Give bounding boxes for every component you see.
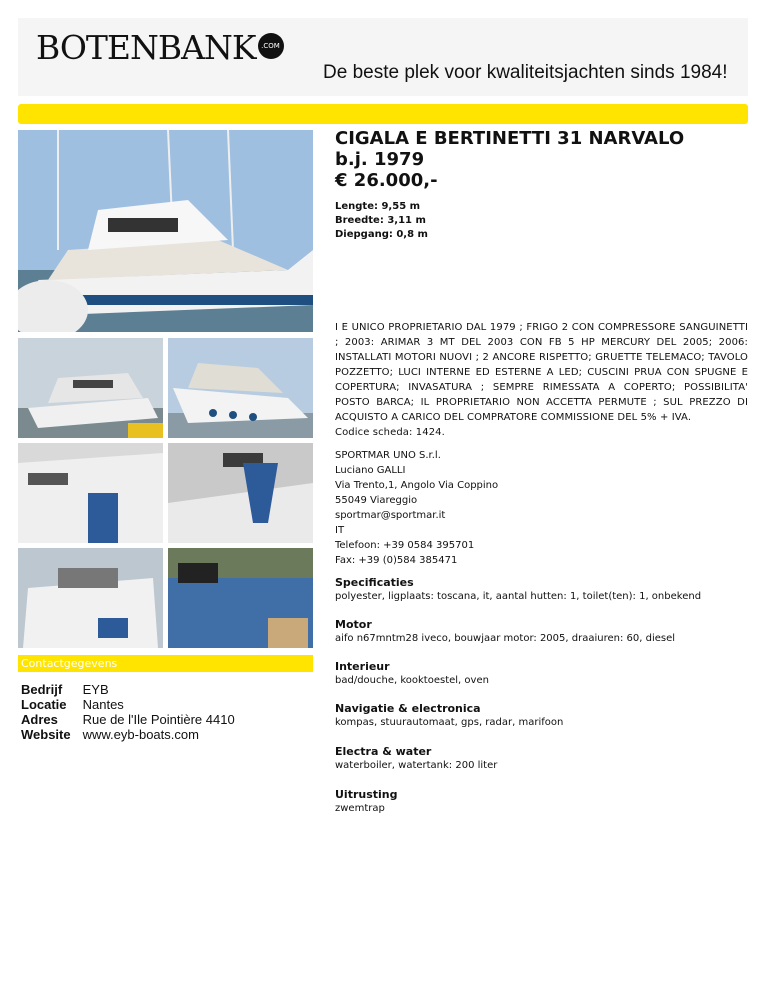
listing-code: Codice scheda: 1424. [335, 427, 445, 438]
draft: Diepgang: 0,8 m [335, 229, 428, 240]
contact-value: Nantes [82, 697, 124, 712]
section-head: Specificaties [335, 576, 414, 589]
boat-photo-2[interactable] [18, 338, 163, 438]
dealer-city: 55049 Viareggio [335, 495, 418, 506]
contact-value: EYB [82, 682, 109, 697]
dealer-fax: Fax: +39 (0)584 385471 [335, 555, 458, 566]
boat-photo-3[interactable] [168, 338, 313, 438]
section-value: aifo n67mntm28 iveco, bouwjaar motor: 2005, draaiuren: 60, diesel [335, 633, 676, 644]
section-head: Interieur [335, 660, 390, 673]
listing-year: b.j. 1979 [335, 149, 425, 170]
contact-key: Bedrijf [21, 682, 63, 697]
listing-title: CIGALA E BERTINETTI 31 NARVALO [335, 128, 685, 149]
width: Breedte: 3,11 m [335, 215, 426, 226]
boat-photo-6[interactable] [18, 548, 163, 648]
contact-title: Contactgegevens [21, 657, 118, 670]
section-uitrusting [335, 787, 398, 816]
dealer-phone: Telefoon: +39 0584 395701 [335, 540, 475, 551]
boat-photo-4[interactable] [18, 443, 163, 543]
section-value: zwemtrap [335, 803, 385, 814]
logo-text: BOTENBANK [36, 28, 256, 67]
description [335, 320, 748, 440]
section-head: Uitrusting [335, 788, 398, 801]
dealer-info [335, 448, 498, 568]
tagline: De beste plek voor kwaliteitsjachten sinds 1984! [323, 62, 728, 83]
section-motor [335, 617, 675, 646]
contact-key: Locatie [21, 697, 67, 712]
contact-row [21, 697, 235, 712]
boat-photo-5[interactable] [168, 443, 313, 543]
section-head: Motor [335, 618, 372, 631]
section-value: waterboiler, watertank: 200 liter [335, 760, 498, 771]
contact-row [21, 682, 235, 697]
contact-key: Website [21, 727, 71, 742]
contact-website[interactable]: www.eyb-boats.com [82, 727, 199, 742]
dealer-email[interactable]: sportmar@sportmar.it [335, 510, 446, 521]
section-head: Electra & water [335, 745, 432, 758]
section-head: Navigatie & electronica [335, 702, 481, 715]
botenbank-logo[interactable] [36, 28, 284, 67]
boat-photo-7[interactable] [168, 548, 313, 648]
yellow-divider [18, 104, 748, 124]
contact-value: Rue de l'Ile Pointière 4410 [82, 712, 235, 727]
dealer-contact: Luciano GALLI [335, 465, 406, 476]
section-specificaties [335, 575, 701, 604]
main-boat-photo[interactable] [18, 130, 313, 332]
length: Lengte: 9,55 m [335, 201, 421, 212]
section-value: polyester, ligplaats: toscana, it, aantal hutten: 1, toilet(ten): 1, onbekend [335, 591, 702, 602]
listing-price: € 26.000,- [335, 170, 438, 191]
section-navigatie [335, 701, 563, 730]
dimensions [335, 200, 428, 242]
contact-row [21, 712, 235, 727]
contact-table [21, 682, 235, 742]
section-value: kompas, stuurautomaat, gps, radar, marifoon [335, 717, 564, 728]
logo-com-badge: .COM [258, 33, 284, 59]
section-interieur [335, 659, 489, 688]
listing-title-block [335, 128, 684, 191]
description-text: I E UNICO PROPRIETARIO DAL 1979 ; FRIGO 2 CON COMPRESSORE SANGUINETTI ; 2003: ARIMAR 3 MT DEL 2003 CON FB 5 HP MERCURY DEL 2005; 2006: INSTALLATI MOTORI NUOVI ; 2 ANCORE RISPETTO; GRUETTE TELEMACO; TAVOLO POZZETTO; LUCI INTERNE ED ESTERNE A LED; CUSCINI PRUA CON SPUGNE E COPERTURA; INVASATURA ; SEMPRE RIMESSATA A COPERTO; POSSIBILITA' POSTO BARCA; IL PROPRIETARIO NON ACCETTA PERMUTE ; SUL PREZZO DI ACQUISTO A CARICO DEL COMPRATORE COMMISSIONE DEL 5% + IVA. [335, 322, 748, 423]
contact-row [21, 727, 235, 742]
contact-key: Adres [21, 712, 58, 727]
dealer-street: Via Trento,1, Angolo Via Coppino [335, 480, 499, 491]
dealer-name: SPORTMAR UNO S.r.l. [335, 450, 441, 461]
section-value: bad/douche, kooktoestel, oven [335, 675, 489, 686]
section-electra [335, 744, 497, 773]
header-banner [18, 18, 748, 96]
dealer-country: IT [335, 525, 345, 536]
